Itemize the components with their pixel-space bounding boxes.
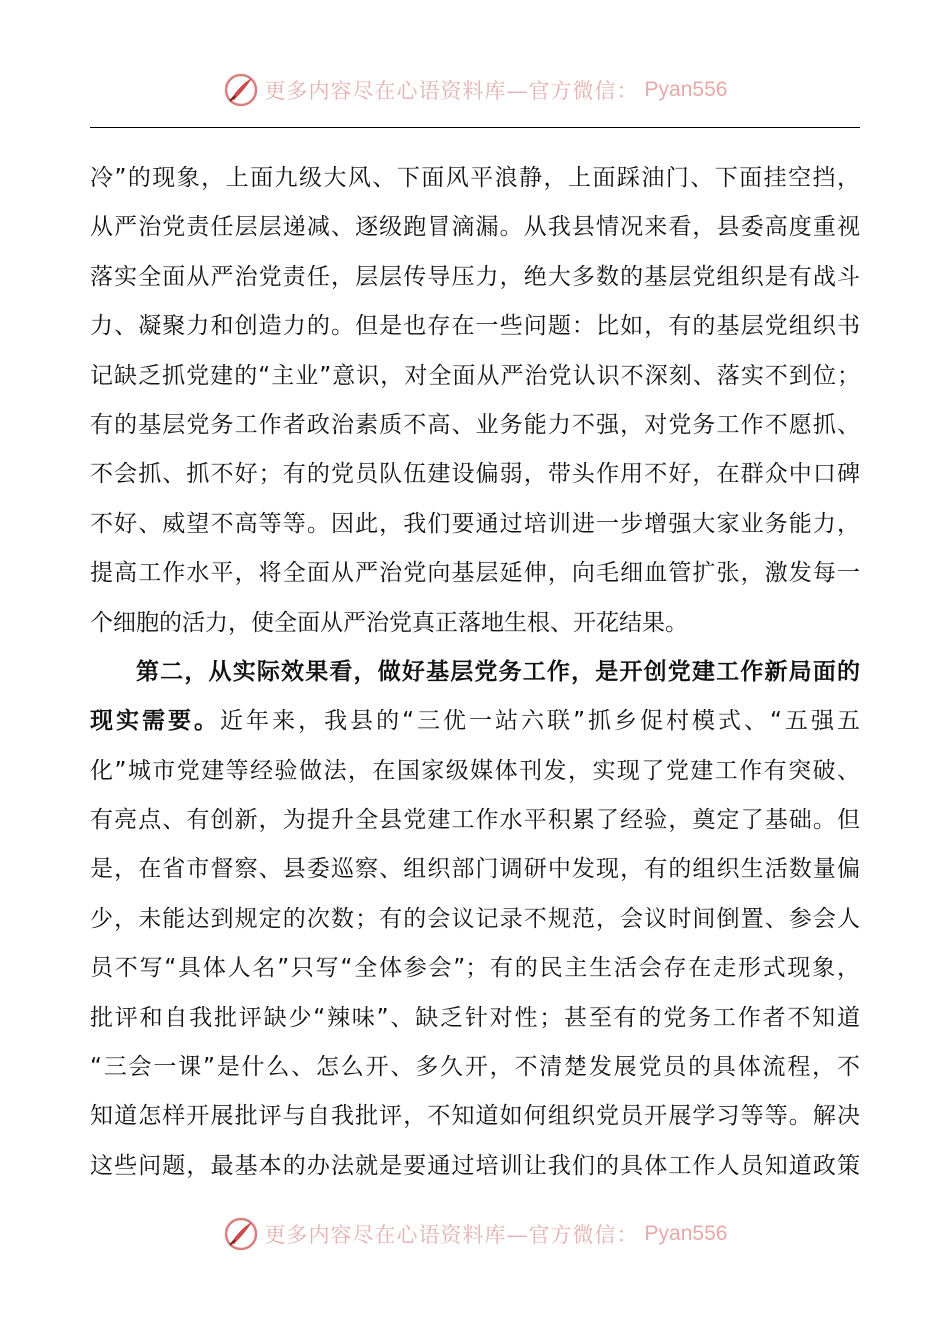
- text-line: 少，未能达到规定的次数；有的会议记录不规范，会议时间倒置、参会人: [90, 905, 860, 932]
- text-line: 提高工作水平，将全面从严治党向基层延伸，向毛细血管扩张，激发每一: [90, 560, 860, 587]
- text-line: 是，在省市督察、县委巡察、组织部门调研中发现，有的组织生活数量偏: [90, 856, 860, 883]
- section-heading: 第二，从实际效果看，做好基层党务工作，是开创党建工作新局面的: [136, 658, 860, 685]
- text-line: 批评和自我批评缺少“辣味”、缺乏针对性；甚至有的党务工作者不知道: [90, 1004, 860, 1031]
- text-line: 落实全面从严治党责任，层层传导压力，绝大多数的基层党组织是有战斗: [90, 263, 860, 290]
- text-line: 冷”的现象，上面九级大风、下面风平浪静，上面踩油门、下面挂空挡，: [90, 165, 860, 191]
- text-line: 这些问题，最基本的办法就是要通过培训让我们的具体工作人员知道政策: [90, 1152, 860, 1179]
- text-line: 力、凝聚力和创造力的。但是也存在一些问题：比如，有的基层党组织书: [90, 313, 860, 340]
- footer-watermark: [0, 1216, 950, 1252]
- section-heading-end: 现实需要。: [90, 708, 221, 735]
- watermark-text: 更多内容尽在心语资料库—官方微信：: [264, 79, 639, 103]
- header-watermark: [0, 72, 950, 108]
- text-line: 不会抓、抓不好；有的党员队伍建设偏弱，带头作用不好，在群众中口碑: [90, 461, 860, 488]
- text-line: 不好、威望不高等等。因此，我们要通过培训进一步增强大家业务能力，: [90, 510, 860, 537]
- text-line: 个细胞的活力，使全面从严治党真正落地生根、开花结果。: [90, 609, 688, 636]
- watermark-handle: Pyan556: [644, 1222, 728, 1245]
- text-line: 有亮点、有创新，为提升全县党建工作水平积累了经验，奠定了基础。但: [90, 807, 860, 834]
- red-quill-logo-icon: [223, 72, 259, 108]
- text-line: 员不写“具体人名”只写“全体参会”；有的民主生活会存在走形式现象，: [90, 955, 860, 982]
- header-divider: [90, 127, 860, 128]
- text-line-rest: 近年来，我县的“三优一站六联”抓乡促村模式、“五强五: [220, 708, 861, 735]
- watermark-handle: Pyan556: [644, 78, 728, 101]
- watermark-text: 更多内容尽在心语资料库—官方微信：: [264, 1223, 639, 1247]
- text-line: 从严治党责任层层递减、逐级跑冒滴漏。从我县情况来看，县委高度重视: [90, 214, 860, 241]
- red-quill-logo-icon: [223, 1216, 259, 1252]
- text-line: “三会一课”是什么、怎么开、多久开，不清楚发展党员的具体流程，不: [90, 1054, 860, 1081]
- text-line: 有的基层党务工作者政治素质不高、业务能力不强，对党务工作不愿抓、: [90, 411, 860, 438]
- document-body: [90, 154, 860, 1191]
- text-line: [90, 697, 860, 746]
- text-line: 知道怎样开展批评与自我批评，不知道如何组织党员开展学习等等。解决: [90, 1103, 860, 1130]
- text-line: 记缺乏抓党建的“主业”意识，对全面从严治党认识不深刻、落实不到位；: [90, 362, 860, 389]
- text-line: 化”城市党建等经验做法，在国家级媒体刊发，实现了党建工作有突破、: [90, 757, 860, 784]
